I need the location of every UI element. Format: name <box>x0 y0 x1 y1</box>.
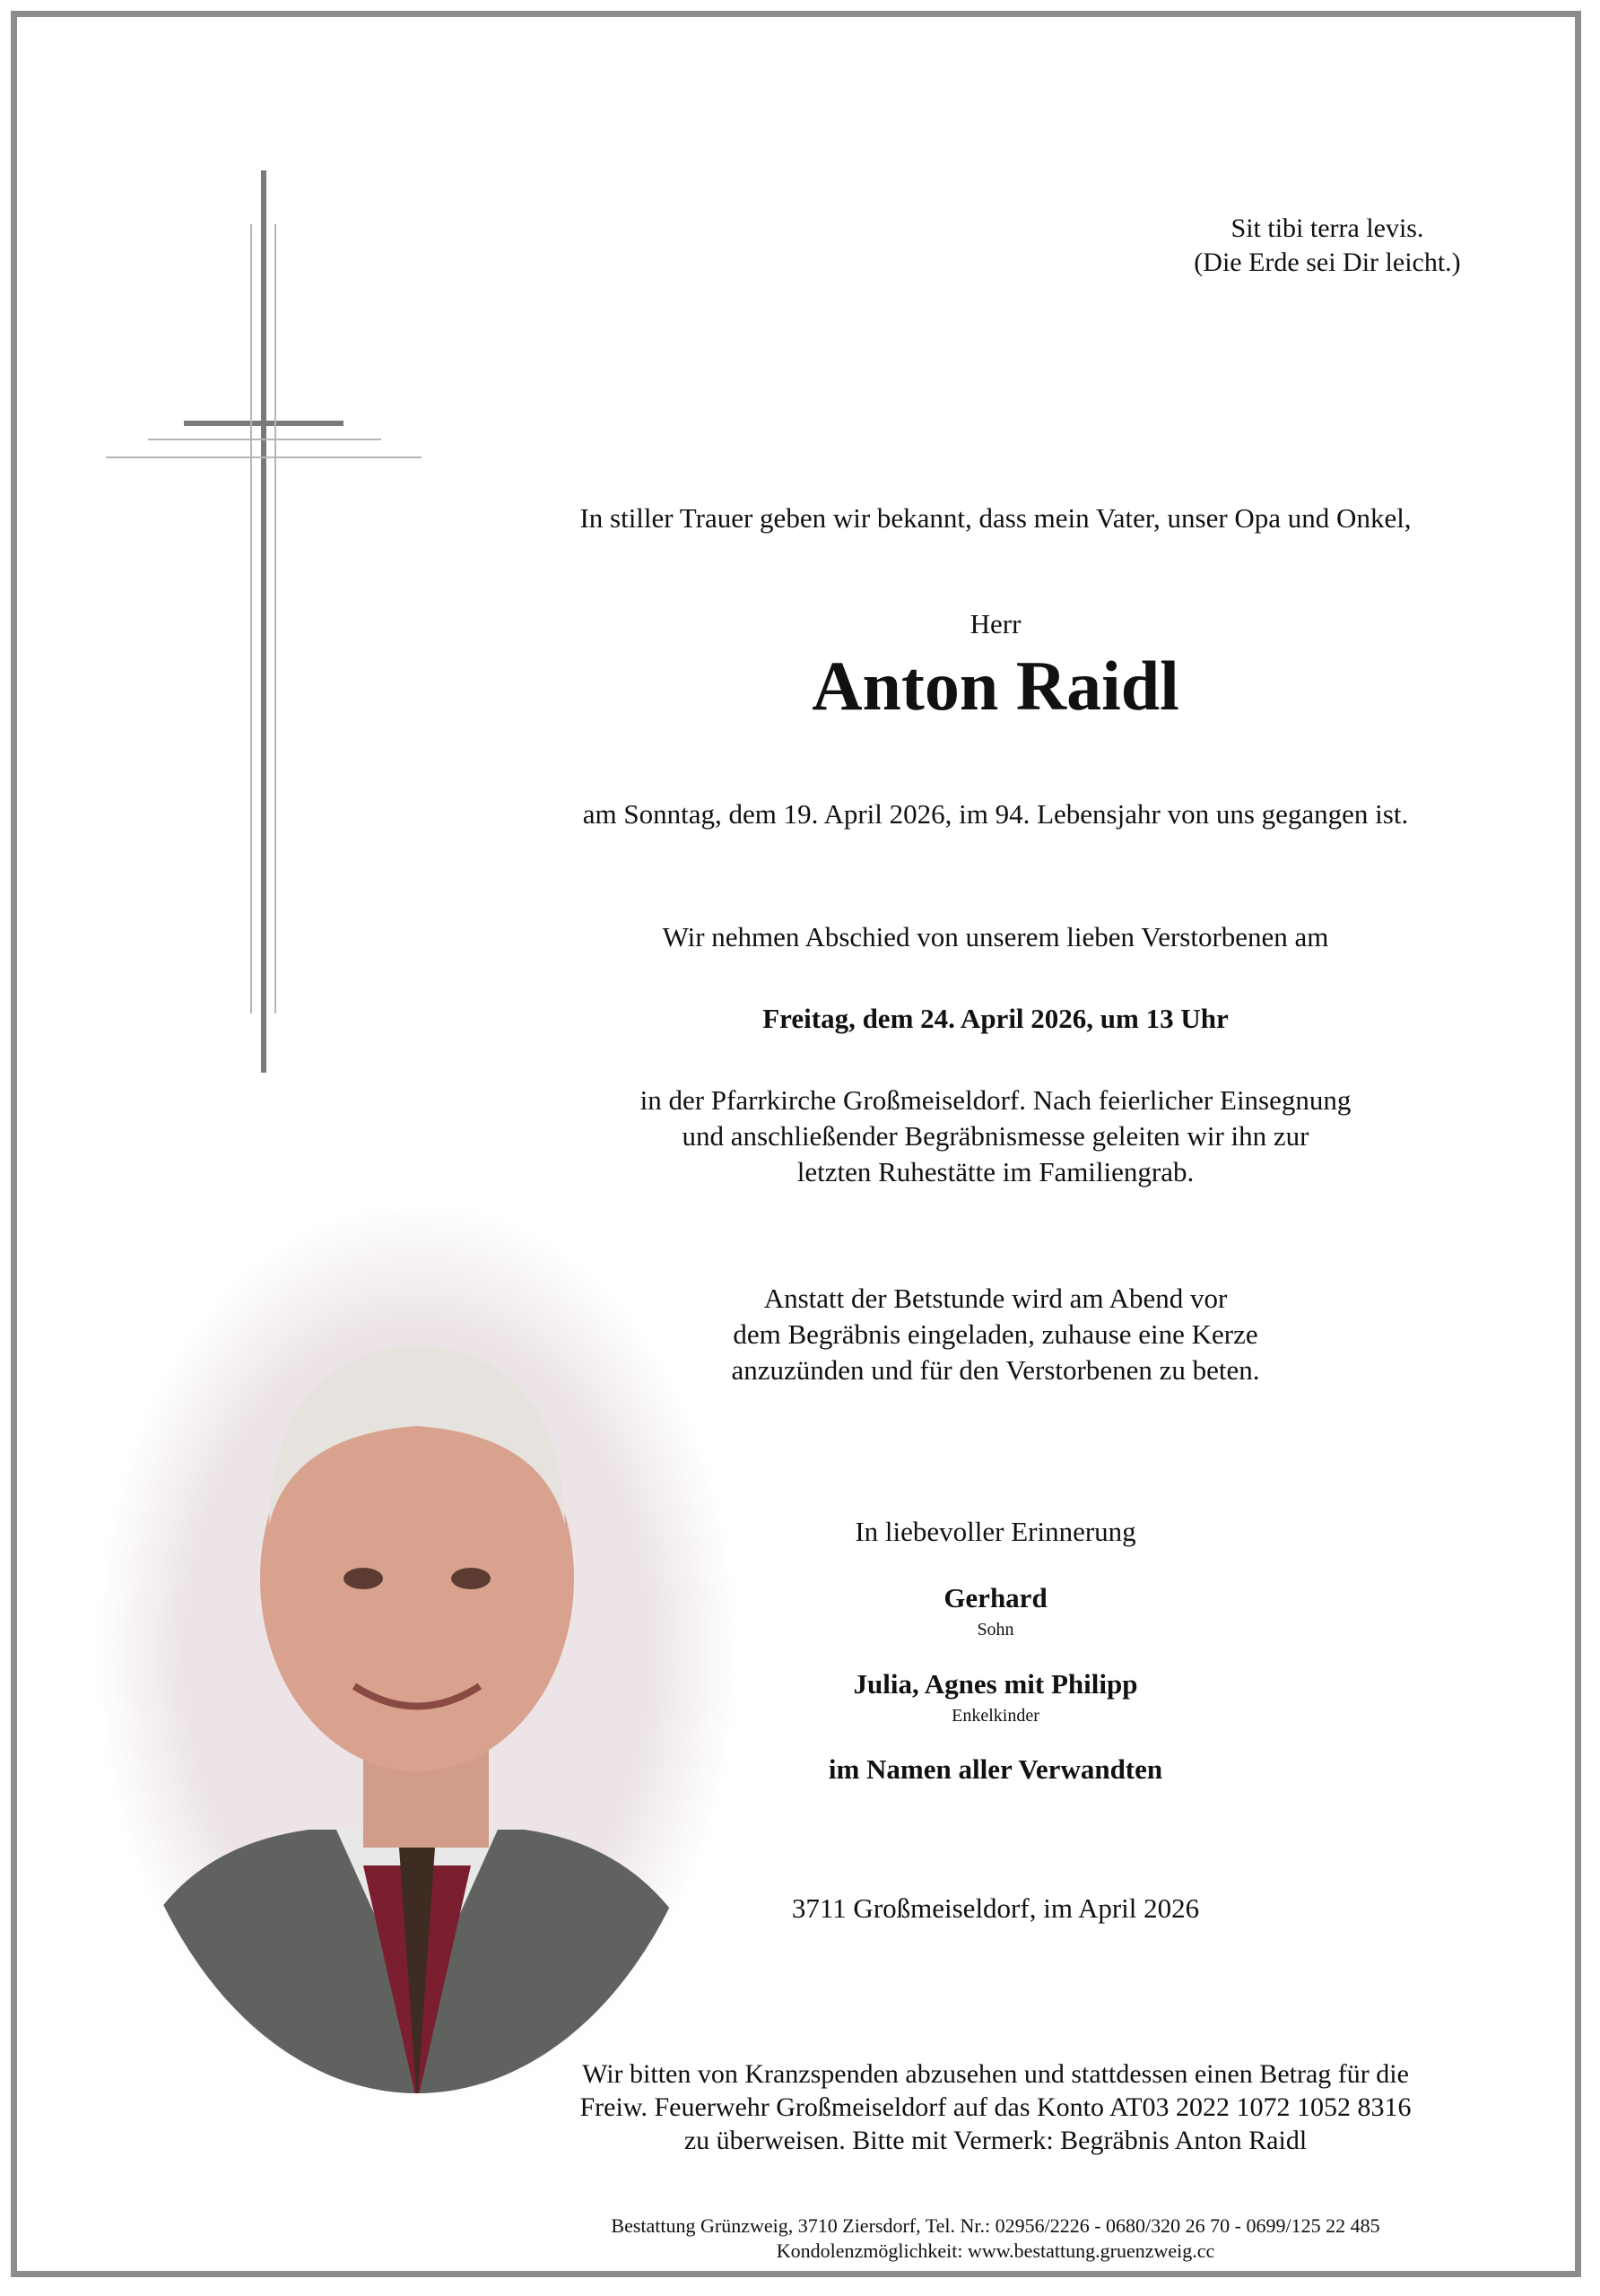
funeral-details <box>489 1083 1502 1190</box>
funeral-home-footer <box>489 2213 1502 2264</box>
death-notice: am Sonntag, dem 19. April 2026, im 94. Lebensjahr von uns gegangen ist. <box>582 798 1409 830</box>
farewell-intro: Wir nehmen Abschied von unserem lieben Verstorbenen am <box>662 921 1329 952</box>
motto-german: (Die Erde sei Dir leicht.) <box>1194 248 1461 277</box>
mourners-intro: In liebevoller Erinnerung <box>855 1516 1136 1547</box>
grandchildren-role: Enkelkinder <box>952 1706 1039 1726</box>
announcement-intro: In stiller Trauer geben wir bekannt, dass mein Vater, unser Opa und Onkel, <box>579 502 1412 534</box>
grandchildren-names: Julia, Agnes mit Philipp <box>853 1668 1138 1700</box>
funeral-line: letzten Ruhestätte im Familiengrab. <box>796 1156 1195 1187</box>
funeral-line: in der Pfarrkirche Großmeiseldorf. Nach feierlicher Einsegnung <box>639 1084 1352 1116</box>
donation-line: zu überweisen. Bitte mit Vermerk: Begräbnis Anton Raidl <box>683 2126 1308 2155</box>
footer-contact: Bestattung Grünzweig, 3710 Ziersdorf, Tel. Nr.: 02956/2226 - 0680/320 26 70 - 0699/125 22 485 <box>611 2214 1380 2237</box>
relatives: im Namen aller Verwandten <box>828 1753 1163 1785</box>
prayer-line: anzuzünden und für den Verstorbenen zu beten. <box>731 1354 1260 1386</box>
place-date: 3711 Großmeiseldorf, im April 2026 <box>791 1892 1200 1924</box>
farewell-date: Freitag, dem 24. April 2026, um 13 Uhr <box>762 1003 1229 1034</box>
salutation: Herr <box>970 608 1022 639</box>
donation-line: Freiw. Feuerwehr Großmeiseldorf auf das Konto AT03 2022 1072 1052 8316 <box>579 2092 1412 2122</box>
son-role: Sohn <box>977 1620 1014 1639</box>
portrait-photo <box>94 1202 740 2103</box>
deceased-name: Anton Raidl <box>812 647 1179 725</box>
cross-icon <box>0 0 448 1094</box>
prayer-line: Anstatt der Betstunde wird am Abend vor <box>763 1283 1228 1314</box>
donation-note <box>489 2057 1502 2157</box>
footer-condolence: Kondolenzmöglichkeit: www.bestattung.gruenzweig.cc <box>776 2239 1215 2262</box>
prayer-line: dem Begräbnis eingeladen, zuhause eine Kerze <box>733 1318 1258 1350</box>
motto <box>1058 212 1596 280</box>
son-name: Gerhard <box>943 1582 1048 1613</box>
motto-latin: Sit tibi terra levis. <box>1230 213 1424 243</box>
funeral-line: und anschließender Begräbnismesse geleiten wir ihn zur <box>682 1120 1309 1152</box>
donation-line: Wir bitten von Kranzspenden abzusehen und stattdessen einen Betrag für die <box>582 2059 1409 2089</box>
